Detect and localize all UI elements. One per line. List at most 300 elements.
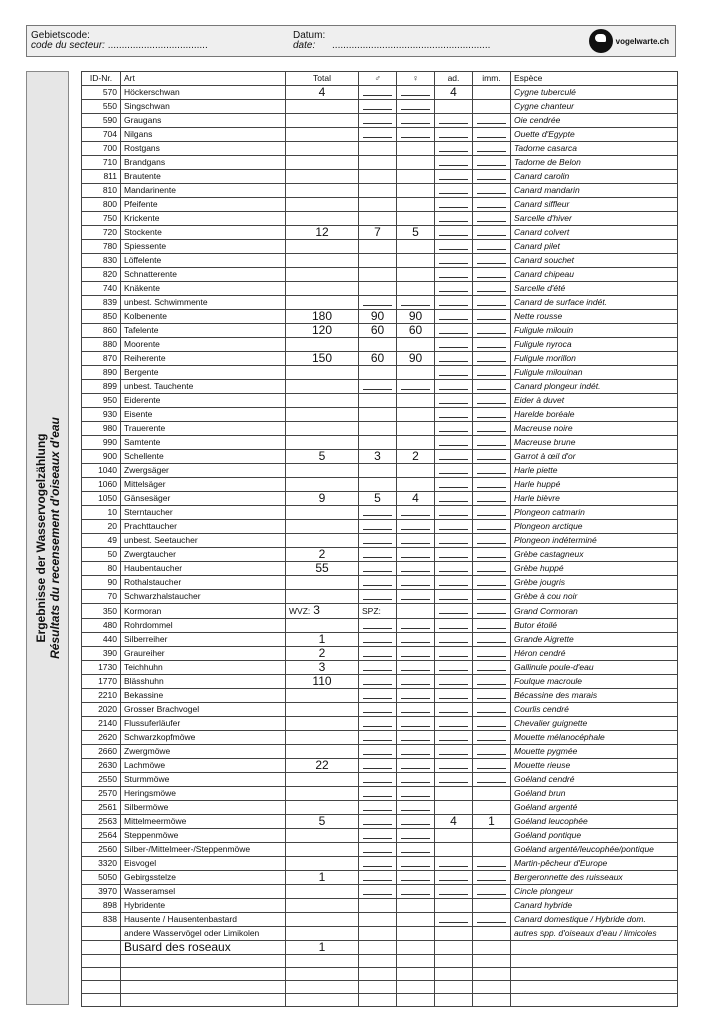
cell-ad[interactable] (435, 520, 473, 534)
cell-imm[interactable] (473, 142, 511, 156)
cell-ad[interactable] (435, 661, 473, 675)
cell-imm[interactable] (473, 773, 511, 787)
cell-total[interactable] (286, 240, 359, 254)
cell-imm[interactable] (473, 745, 511, 759)
blank-cell[interactable] (473, 968, 511, 981)
cell-imm[interactable] (473, 408, 511, 422)
cell-female[interactable] (397, 633, 435, 647)
cell-male[interactable] (359, 254, 397, 268)
cell-female[interactable] (397, 464, 435, 478)
cell-female[interactable] (397, 857, 435, 871)
cell-ad[interactable] (435, 352, 473, 366)
cell-total[interactable] (286, 520, 359, 534)
cell-male[interactable] (359, 240, 397, 254)
cell-imm[interactable] (473, 184, 511, 198)
cell-imm[interactable] (473, 366, 511, 380)
cell-total[interactable] (286, 100, 359, 114)
cell-female[interactable] (397, 380, 435, 394)
blank-cell[interactable] (397, 955, 435, 968)
cell-ad[interactable] (435, 913, 473, 927)
cell-female[interactable] (397, 86, 435, 100)
cell-female[interactable] (397, 506, 435, 520)
cell-female[interactable] (397, 142, 435, 156)
cell-female[interactable] (397, 170, 435, 184)
cell-female[interactable]: 2 (397, 450, 435, 464)
cell-total[interactable] (286, 913, 359, 927)
blank-cell[interactable] (511, 968, 678, 981)
cell-ad[interactable] (435, 254, 473, 268)
cell-male[interactable] (359, 478, 397, 492)
blank-cell[interactable] (435, 994, 473, 1007)
blank-cell[interactable] (397, 981, 435, 994)
cell-total[interactable] (286, 184, 359, 198)
cell-female[interactable] (397, 899, 435, 913)
cell-ad[interactable] (435, 436, 473, 450)
cell-total[interactable] (286, 338, 359, 352)
cell-total[interactable] (286, 212, 359, 226)
cell-male[interactable] (359, 408, 397, 422)
cell-imm[interactable] (473, 633, 511, 647)
cell-total[interactable] (286, 254, 359, 268)
cell-imm[interactable] (473, 647, 511, 661)
cell-ad[interactable] (435, 184, 473, 198)
cell-male[interactable] (359, 198, 397, 212)
blank-cell[interactable] (511, 994, 678, 1007)
blank-cell[interactable] (397, 994, 435, 1007)
cell-female[interactable] (397, 478, 435, 492)
cell-male[interactable] (359, 689, 397, 703)
cell-total[interactable] (286, 506, 359, 520)
cell-ad[interactable] (435, 478, 473, 492)
cell-male[interactable] (359, 927, 397, 941)
cell-total[interactable] (286, 534, 359, 548)
cell-female[interactable] (397, 927, 435, 941)
cell-total[interactable]: 5 (286, 815, 359, 829)
cell-male[interactable] (359, 604, 397, 619)
cell-female[interactable] (397, 661, 435, 675)
cell-imm[interactable] (473, 394, 511, 408)
blank-cell[interactable] (121, 955, 286, 968)
blank-cell[interactable] (435, 955, 473, 968)
cell-total[interactable] (286, 717, 359, 731)
cell-ad[interactable] (435, 899, 473, 913)
cell-imm[interactable] (473, 562, 511, 576)
blank-cell[interactable] (397, 968, 435, 981)
cell-total[interactable] (286, 604, 359, 619)
cell-imm[interactable] (473, 310, 511, 324)
cell-imm[interactable] (473, 464, 511, 478)
cell-female[interactable]: 90 (397, 352, 435, 366)
cell-female[interactable] (397, 114, 435, 128)
cell-male[interactable] (359, 268, 397, 282)
cell-ad[interactable] (435, 717, 473, 731)
cell-imm[interactable] (473, 548, 511, 562)
cell-female[interactable]: 4 (397, 492, 435, 506)
cell-imm[interactable] (473, 604, 511, 619)
blank-cell[interactable] (121, 994, 286, 1007)
cell-female[interactable] (397, 296, 435, 310)
cell-ad[interactable] (435, 212, 473, 226)
cell-imm[interactable] (473, 380, 511, 394)
cell-ad[interactable] (435, 773, 473, 787)
cell-ad[interactable] (435, 100, 473, 114)
cell-male[interactable] (359, 647, 397, 661)
cell-total[interactable]: 150 (286, 352, 359, 366)
blank-cell[interactable] (82, 968, 121, 981)
cell-ad[interactable] (435, 338, 473, 352)
cell-male[interactable] (359, 212, 397, 226)
cell-ad[interactable] (435, 324, 473, 338)
cell-female[interactable]: 60 (397, 324, 435, 338)
cell-female[interactable] (397, 703, 435, 717)
cell-male[interactable] (359, 857, 397, 871)
cell-imm[interactable] (473, 156, 511, 170)
cell-ad[interactable] (435, 408, 473, 422)
cell-total[interactable] (286, 394, 359, 408)
blank-cell[interactable] (286, 981, 359, 994)
cell-male[interactable] (359, 871, 397, 885)
cell-female[interactable] (397, 745, 435, 759)
cell-female[interactable] (397, 619, 435, 633)
blank-cell[interactable] (82, 994, 121, 1007)
cell-total[interactable]: 22 (286, 759, 359, 773)
cell-ad[interactable] (435, 843, 473, 857)
cell-imm[interactable] (473, 352, 511, 366)
cell-female[interactable] (397, 604, 435, 619)
cell-ad[interactable] (435, 226, 473, 240)
cell-imm[interactable] (473, 801, 511, 815)
cell-imm[interactable] (473, 941, 511, 955)
cell-male[interactable] (359, 114, 397, 128)
cell-total[interactable]: 55 (286, 562, 359, 576)
cell-ad[interactable] (435, 927, 473, 941)
cell-total[interactable] (286, 576, 359, 590)
cell-total[interactable]: 120 (286, 324, 359, 338)
cell-total[interactable]: 110 (286, 675, 359, 689)
cell-female[interactable]: 5 (397, 226, 435, 240)
cell-total[interactable]: 9 (286, 492, 359, 506)
cell-male[interactable]: 90 (359, 310, 397, 324)
cell-imm[interactable] (473, 86, 511, 100)
cell-total[interactable]: 2 (286, 647, 359, 661)
cell-ad[interactable] (435, 282, 473, 296)
cell-imm[interactable] (473, 520, 511, 534)
cell-imm[interactable] (473, 324, 511, 338)
cell-male[interactable] (359, 338, 397, 352)
cell-male[interactable] (359, 759, 397, 773)
cell-imm[interactable] (473, 927, 511, 941)
cell-total[interactable]: 5 (286, 450, 359, 464)
blank-cell[interactable] (121, 981, 286, 994)
cell-male[interactable] (359, 184, 397, 198)
cell-imm[interactable] (473, 478, 511, 492)
cell-imm[interactable] (473, 689, 511, 703)
cell-female[interactable] (397, 843, 435, 857)
cell-imm[interactable] (473, 492, 511, 506)
cell-imm[interactable] (473, 170, 511, 184)
cell-male[interactable] (359, 787, 397, 801)
cell-imm[interactable] (473, 338, 511, 352)
cell-male[interactable] (359, 548, 397, 562)
cell-female[interactable] (397, 268, 435, 282)
cell-imm[interactable] (473, 899, 511, 913)
cell-total[interactable]: 1 (286, 871, 359, 885)
cell-ad[interactable] (435, 394, 473, 408)
cell-ad[interactable] (435, 534, 473, 548)
cell-female[interactable] (397, 198, 435, 212)
cell-ad[interactable] (435, 450, 473, 464)
cell-female[interactable] (397, 548, 435, 562)
blank-cell[interactable] (473, 981, 511, 994)
cell-ad[interactable] (435, 941, 473, 955)
cell-ad[interactable] (435, 548, 473, 562)
cell-total[interactable] (286, 899, 359, 913)
cell-total[interactable] (286, 787, 359, 801)
cell-male[interactable] (359, 170, 397, 184)
cell-imm[interactable] (473, 422, 511, 436)
cell-male[interactable] (359, 534, 397, 548)
cell-female[interactable] (397, 759, 435, 773)
cell-male[interactable] (359, 913, 397, 927)
cell-female[interactable] (397, 156, 435, 170)
cell-total[interactable]: 1 (286, 633, 359, 647)
cell-imm[interactable] (473, 843, 511, 857)
cell-imm[interactable] (473, 282, 511, 296)
cell-female[interactable] (397, 562, 435, 576)
cell-ad[interactable] (435, 310, 473, 324)
cell-ad[interactable] (435, 885, 473, 899)
cell-total[interactable] (286, 464, 359, 478)
cell-female[interactable] (397, 576, 435, 590)
blank-cell[interactable] (286, 994, 359, 1007)
cell-ad[interactable] (435, 759, 473, 773)
cell-imm[interactable] (473, 240, 511, 254)
cell-total[interactable] (286, 114, 359, 128)
cell-male[interactable] (359, 801, 397, 815)
cell-female[interactable] (397, 520, 435, 534)
cell-ad[interactable] (435, 268, 473, 282)
cell-male[interactable]: 5 (359, 492, 397, 506)
cell-female[interactable] (397, 885, 435, 899)
cell-total[interactable] (286, 619, 359, 633)
cell-ad[interactable] (435, 198, 473, 212)
cell-male[interactable] (359, 128, 397, 142)
cell-male[interactable] (359, 829, 397, 843)
cell-male[interactable] (359, 436, 397, 450)
cell-male[interactable] (359, 282, 397, 296)
cell-ad[interactable] (435, 156, 473, 170)
blank-cell[interactable] (359, 981, 397, 994)
cell-imm[interactable] (473, 506, 511, 520)
cell-male[interactable] (359, 843, 397, 857)
cell-total[interactable] (286, 156, 359, 170)
cell-female[interactable] (397, 212, 435, 226)
cell-female[interactable] (397, 647, 435, 661)
cell-ad[interactable] (435, 576, 473, 590)
cell-female[interactable] (397, 871, 435, 885)
cell-total[interactable] (286, 829, 359, 843)
cell-ad[interactable] (435, 604, 473, 619)
cell-male[interactable] (359, 815, 397, 829)
cell-ad[interactable] (435, 422, 473, 436)
cell-ad[interactable] (435, 633, 473, 647)
cell-total[interactable] (286, 478, 359, 492)
blank-cell[interactable] (82, 955, 121, 968)
cell-imm[interactable] (473, 226, 511, 240)
cell-imm[interactable] (473, 675, 511, 689)
cell-female[interactable] (397, 436, 435, 450)
cell-male[interactable] (359, 885, 397, 899)
blank-cell[interactable] (511, 955, 678, 968)
cell-male[interactable] (359, 156, 397, 170)
cell-total[interactable] (286, 436, 359, 450)
cell-female[interactable] (397, 254, 435, 268)
blank-cell[interactable] (473, 955, 511, 968)
cell-ad[interactable] (435, 647, 473, 661)
blank-cell[interactable] (359, 994, 397, 1007)
blank-cell[interactable] (435, 968, 473, 981)
cell-imm[interactable] (473, 436, 511, 450)
cell-male[interactable] (359, 366, 397, 380)
cell-ad[interactable] (435, 787, 473, 801)
cell-imm[interactable] (473, 590, 511, 604)
cell-imm[interactable] (473, 296, 511, 310)
cell-total[interactable] (286, 422, 359, 436)
cell-total[interactable] (286, 366, 359, 380)
cell-female[interactable]: 90 (397, 310, 435, 324)
cell-imm[interactable] (473, 212, 511, 226)
cell-male[interactable]: 60 (359, 352, 397, 366)
cell-male[interactable] (359, 703, 397, 717)
cell-total[interactable] (286, 745, 359, 759)
cell-female[interactable] (397, 240, 435, 254)
cell-male[interactable] (359, 296, 397, 310)
cell-male[interactable] (359, 633, 397, 647)
cell-imm[interactable] (473, 619, 511, 633)
cell-female[interactable] (397, 534, 435, 548)
blank-cell[interactable] (511, 981, 678, 994)
cell-total[interactable]: 1 (286, 941, 359, 955)
cell-total[interactable] (286, 282, 359, 296)
cell-ad[interactable] (435, 675, 473, 689)
cell-male[interactable] (359, 745, 397, 759)
cell-ad[interactable] (435, 366, 473, 380)
cell-female[interactable] (397, 100, 435, 114)
cell-ad[interactable] (435, 731, 473, 745)
cell-female[interactable] (397, 408, 435, 422)
cell-male[interactable] (359, 661, 397, 675)
cell-total[interactable] (286, 170, 359, 184)
cell-imm[interactable] (473, 100, 511, 114)
cell-female[interactable] (397, 590, 435, 604)
cell-ad[interactable] (435, 590, 473, 604)
cell-male[interactable] (359, 142, 397, 156)
blank-cell[interactable] (359, 968, 397, 981)
cell-female[interactable] (397, 184, 435, 198)
blank-cell[interactable] (359, 955, 397, 968)
cell-female[interactable] (397, 829, 435, 843)
cell-imm[interactable] (473, 268, 511, 282)
cell-male[interactable] (359, 394, 397, 408)
blank-cell[interactable] (121, 968, 286, 981)
cell-total[interactable] (286, 198, 359, 212)
cell-total[interactable] (286, 689, 359, 703)
cell-imm[interactable] (473, 787, 511, 801)
cell-male[interactable]: 60 (359, 324, 397, 338)
cell-ad[interactable] (435, 142, 473, 156)
cell-imm[interactable]: 1 (473, 815, 511, 829)
cell-male[interactable]: 7 (359, 226, 397, 240)
cell-total[interactable] (286, 857, 359, 871)
cell-female[interactable] (397, 338, 435, 352)
cell-ad[interactable] (435, 689, 473, 703)
cell-imm[interactable] (473, 254, 511, 268)
cell-total[interactable] (286, 142, 359, 156)
cell-male[interactable] (359, 899, 397, 913)
blank-cell[interactable] (435, 981, 473, 994)
cell-male[interactable] (359, 576, 397, 590)
cell-ad[interactable] (435, 619, 473, 633)
cell-male[interactable] (359, 86, 397, 100)
cell-total[interactable] (286, 268, 359, 282)
cell-female[interactable] (397, 422, 435, 436)
cell-male[interactable] (359, 590, 397, 604)
cell-male[interactable] (359, 380, 397, 394)
cell-ad[interactable] (435, 871, 473, 885)
cell-female[interactable] (397, 394, 435, 408)
cell-ad[interactable]: 4 (435, 815, 473, 829)
cell-total[interactable] (286, 843, 359, 857)
cell-imm[interactable] (473, 857, 511, 871)
cell-ad[interactable] (435, 492, 473, 506)
cell-male[interactable] (359, 941, 397, 955)
cell-male[interactable] (359, 422, 397, 436)
cell-ad[interactable] (435, 240, 473, 254)
cell-imm[interactable] (473, 913, 511, 927)
cell-female[interactable] (397, 717, 435, 731)
cell-ad[interactable] (435, 296, 473, 310)
cell-female[interactable] (397, 913, 435, 927)
cell-ad[interactable] (435, 745, 473, 759)
cell-ad[interactable] (435, 464, 473, 478)
cell-male[interactable] (359, 773, 397, 787)
blank-cell[interactable] (82, 981, 121, 994)
cell-imm[interactable] (473, 871, 511, 885)
cell-total[interactable] (286, 703, 359, 717)
cell-imm[interactable] (473, 534, 511, 548)
cell-imm[interactable] (473, 661, 511, 675)
cell-ad[interactable]: 4 (435, 86, 473, 100)
cell-total[interactable]: 180 (286, 310, 359, 324)
cell-male[interactable] (359, 562, 397, 576)
cell-imm[interactable] (473, 731, 511, 745)
cell-female[interactable] (397, 815, 435, 829)
cell-total[interactable] (286, 380, 359, 394)
cell-ad[interactable] (435, 857, 473, 871)
cell-female[interactable] (397, 773, 435, 787)
cell-female[interactable] (397, 731, 435, 745)
cell-total[interactable] (286, 128, 359, 142)
cell-female[interactable] (397, 941, 435, 955)
cell-total[interactable] (286, 408, 359, 422)
blank-cell[interactable] (473, 994, 511, 1007)
cell-male[interactable] (359, 520, 397, 534)
cell-female[interactable] (397, 801, 435, 815)
cell-male[interactable] (359, 717, 397, 731)
cell-male[interactable] (359, 506, 397, 520)
blank-cell[interactable] (286, 955, 359, 968)
cell-imm[interactable] (473, 885, 511, 899)
